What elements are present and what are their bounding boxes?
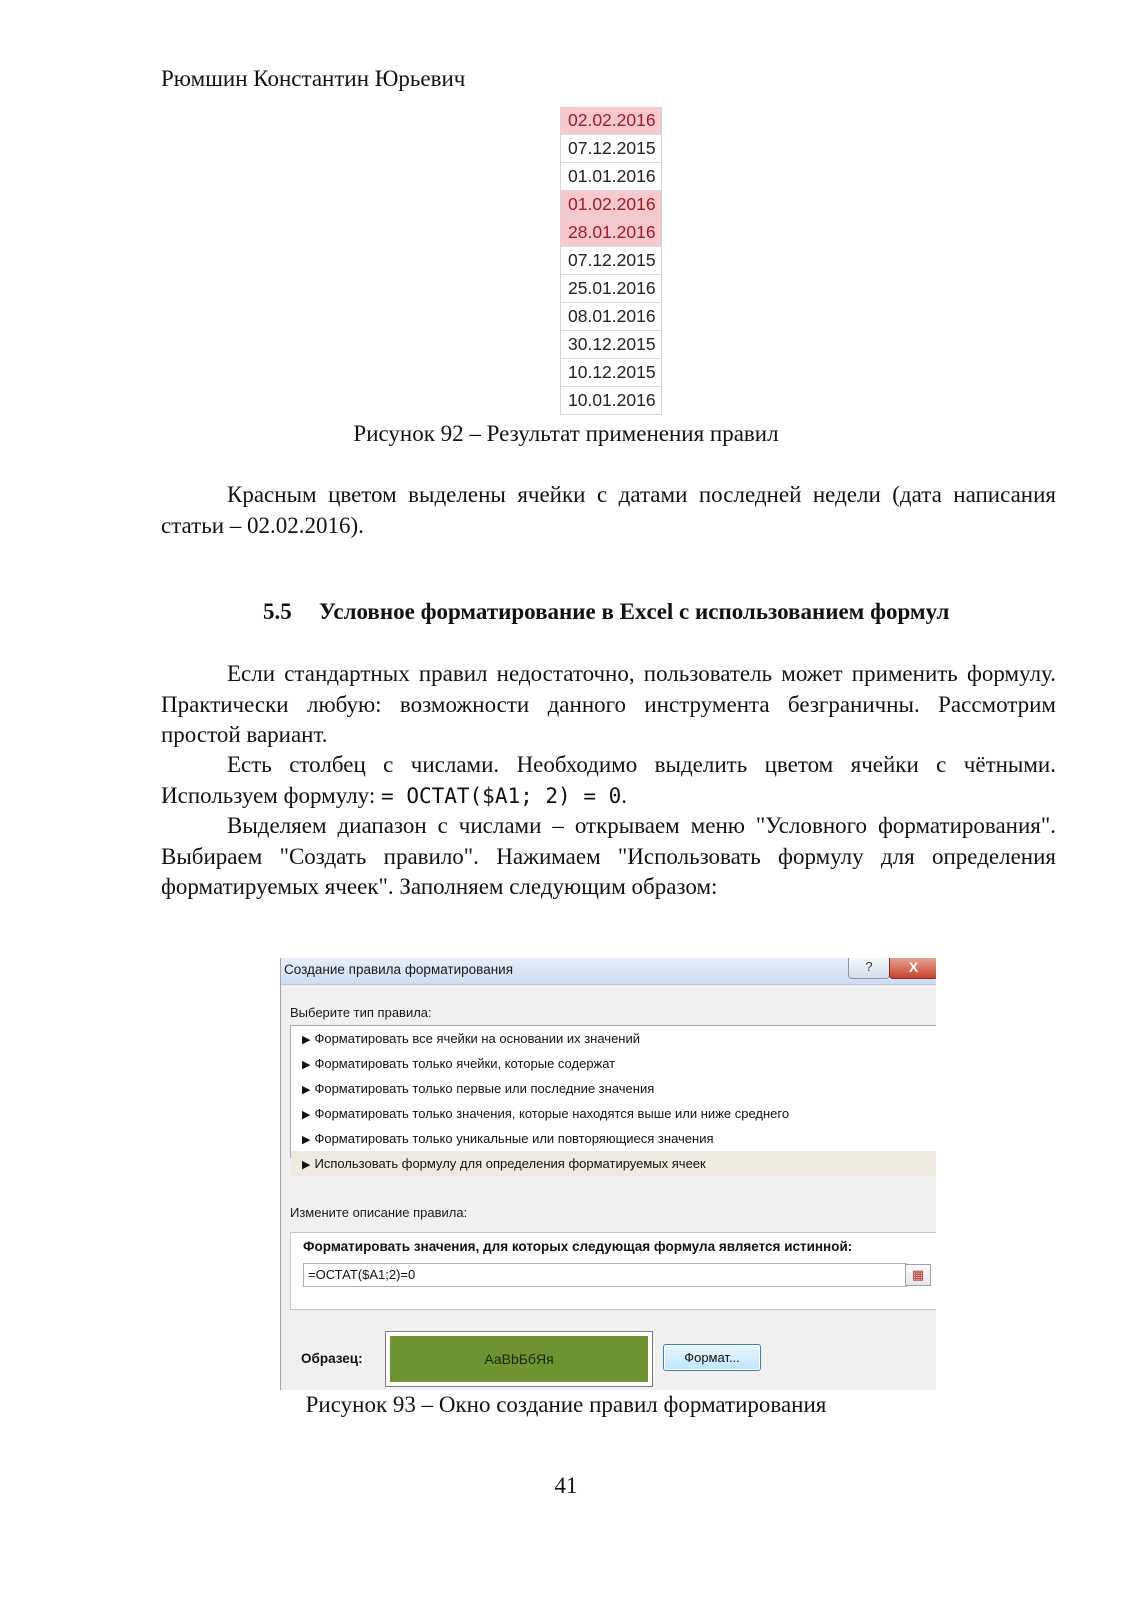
date-cell: 02.02.2016 — [561, 107, 661, 135]
rule-type-label: Форматировать только ячейки, которые содержат — [314, 1056, 616, 1071]
rule-type-item[interactable] — [291, 1026, 936, 1051]
edit-description-text: Измените описание правила: — [290, 1205, 468, 1220]
rule-type-label: Форматировать только первые или последние значения — [314, 1081, 655, 1096]
collapse-dialog-icon[interactable]: ▦ — [905, 1264, 931, 1286]
page-number: 41 — [554, 1473, 578, 1498]
dialog-title: Создание правила форматирования — [284, 962, 514, 977]
date-cell: 10.01.2016 — [561, 387, 661, 415]
paragraph-red-highlight: Красным цветом выделены ячейки с датами последней недели (дата написания статьи – 02.02.2016). — [161, 482, 1056, 538]
preview-label: Образец: — [301, 1351, 363, 1366]
rule-type-label: Форматировать только уникальные или повторяющиеся значения — [314, 1131, 714, 1146]
select-rule-type-text: Выберите тип правила: — [290, 1005, 432, 1020]
select-rule-type-label — [290, 1005, 432, 1020]
help-button[interactable]: ? — [848, 958, 890, 979]
date-cell: 28.01.2016 — [561, 219, 661, 247]
triangle-right-icon: ▶ — [302, 1134, 311, 1146]
triangle-right-icon: ▶ — [302, 1034, 311, 1046]
rule-type-item[interactable] — [291, 1126, 936, 1151]
format-button[interactable]: Формат... — [663, 1344, 761, 1371]
rule-description-panel — [290, 1232, 936, 1310]
triangle-right-icon: ▶ — [302, 1059, 311, 1071]
close-button[interactable]: X — [889, 958, 936, 979]
date-column-figure — [560, 107, 662, 415]
paragraph-even-numbers — [161, 750, 1056, 811]
rule-type-item[interactable] — [291, 1076, 936, 1101]
date-cell: 08.01.2016 — [561, 303, 661, 331]
paragraph-even-end: . — [621, 782, 627, 808]
rule-type-label: Форматировать только значения, которые находятся выше или ниже среднего — [314, 1106, 790, 1121]
date-cell: 25.01.2016 — [561, 275, 661, 303]
rule-type-item[interactable] — [291, 1101, 936, 1126]
date-cell: 10.12.2015 — [561, 359, 661, 387]
formula-prompt-label: Форматировать значения, для которых следующая формула является истинной: — [303, 1239, 853, 1254]
triangle-right-icon: ▶ — [302, 1109, 311, 1121]
date-cell: 07.12.2015 — [561, 247, 661, 275]
preview-box — [385, 1331, 653, 1387]
section-title: Условное форматирование в Excel с использованием формул — [319, 599, 950, 624]
date-cell: 01.02.2016 — [561, 191, 661, 219]
inline-formula: = ОСТАТ($A1; 2) = 0 — [381, 783, 622, 808]
rule-type-list[interactable] — [290, 1025, 936, 1171]
paragraph-steps: Выделяем диапазон с числами – открываем меню "Условного форматирования". Выбираем "Создать правило". Нажимаем "Использовать формулу для определения форматируемых ячеек". Заполняем следующим образом: — [161, 813, 1056, 899]
figure-93-caption: Рисунок 93 – Окно создание правил форматирования — [305, 1392, 827, 1417]
dialog-titlebar — [281, 958, 936, 985]
formula-input[interactable]: =ОСТАТ($A1;2)=0 — [303, 1263, 907, 1287]
rule-type-label: Использовать формулу для определения форматируемых ячеек — [314, 1156, 706, 1171]
new-formatting-rule-dialog — [280, 958, 936, 1390]
date-cell: 30.12.2015 — [561, 331, 661, 359]
rule-type-item[interactable] — [291, 1051, 936, 1076]
date-cell: 07.12.2015 — [561, 135, 661, 163]
preview-sample-text: АаВbБбЯя — [390, 1336, 648, 1382]
rule-type-item[interactable] — [291, 1151, 936, 1176]
figure-92-caption: Рисунок 92 – Результат применения правил — [353, 421, 779, 446]
rule-type-label: Форматировать все ячейки на основании их значений — [314, 1031, 641, 1046]
date-cell: 01.01.2016 — [561, 163, 661, 191]
section-number: 5.5 — [263, 599, 292, 624]
paragraph-even-text: Есть столбец с числами. Необходимо выделить цветом ячейки с чётными. Используем формулу: — [161, 752, 1056, 808]
paragraph-formulas-intro: Если стандартных правил недостаточно, пользователь может применить формулу. Практически любую: возможности данного инструмента безграничны. Рассмотрим простой вариант. — [161, 661, 1056, 747]
triangle-right-icon: ▶ — [302, 1084, 311, 1096]
section-heading — [263, 599, 949, 625]
triangle-right-icon: ▶ — [302, 1159, 311, 1171]
running-header-author: Рюмшин Константин Юрьевич — [161, 66, 466, 91]
edit-description-label — [290, 1205, 467, 1220]
